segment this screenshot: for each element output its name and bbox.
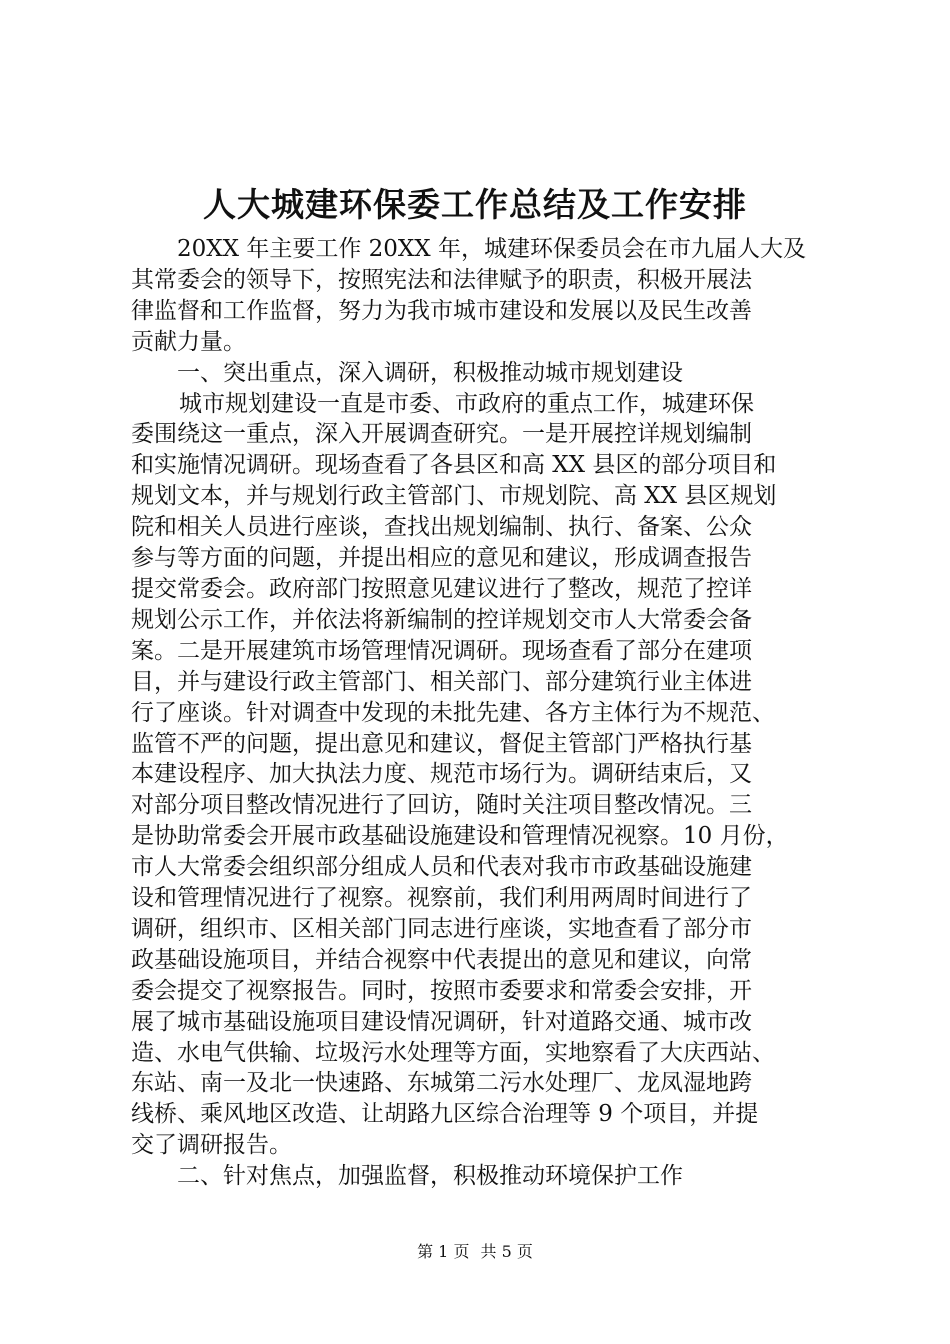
text-line: 设和管理情况进行了视察。视察前，我们利用两周时间进行了 xyxy=(131,885,752,912)
text-line: 展了城市基础设施项目建设情况调研，针对道路交通、城市改 xyxy=(131,1008,752,1035)
text-line: 委会提交了视察报告。同时，按照市委要求和常委会安排，开 xyxy=(131,977,752,1004)
text-line: 一、突出重点，深入调研，积极推动城市规划建设 xyxy=(177,359,683,386)
text-line: 城市规划建设一直是市委、市政府的重点工作，城建环保 xyxy=(179,390,754,417)
text-line: 其常委会的领导下，按照宪法和法律赋予的职责，积极开展法 xyxy=(131,266,752,293)
text-line: 调研，组织市、区相关部门同志进行座谈，实地查看了部分市 xyxy=(131,915,752,942)
text-line: 目，并与建设行政主管部门、相关部门、部分建筑行业主体进 xyxy=(131,668,752,695)
text-line: 政基础设施项目，并结合视察中代表提出的意见和建议，向常 xyxy=(131,946,752,973)
text-line: 是协助常委会开展市政基础设施建设和管理情况视察。10 月份， xyxy=(131,823,789,850)
section-heading-2 xyxy=(131,1161,831,1192)
text-line: 二、针对焦点，加强监督，积极推动环境保护工作 xyxy=(177,1163,683,1190)
document-body xyxy=(131,234,831,1192)
paragraph-section-1 xyxy=(131,389,831,1162)
text-line: 律监督和工作监督，努力为我市城市建设和发展以及民生改善 xyxy=(131,297,752,324)
text-line: 参与等方面的问题，并提出相应的意见和建议，形成调查报告 xyxy=(131,545,752,572)
text-line: 提交常委会。政府部门按照意见建议进行了整改，规范了控详 xyxy=(131,575,752,602)
page-number: 第 1 页 xyxy=(417,1242,470,1261)
text-line: 院和相关人员进行座谈，查找出规划编制、执行、备案、公众 xyxy=(131,514,752,541)
text-line: 贡献力量。 xyxy=(131,328,246,355)
text-line: 规划文本，并与规划行政主管部门、市规划院、高 XX 县区规划 xyxy=(131,483,777,510)
text-line: 行了座谈。针对调查中发现的未批先建、各方主体行为不规范、 xyxy=(131,699,775,726)
text-line: 线桥、乘风地区改造、让胡路九区综合治理等 9 个项目，并提 xyxy=(131,1101,759,1128)
text-line: 规划公示工作，并依法将新编制的控详规划交市人大常委会备 xyxy=(131,606,752,633)
text-line: 交了调研报告。 xyxy=(131,1132,292,1159)
text-line: 20XX 年主要工作 20XX 年，城建环保委员会在市九届人大及 xyxy=(177,236,806,262)
text-line: 监管不严的问题，提出意见和建议，督促主管部门严格执行基 xyxy=(131,730,752,757)
text-line: 本建设程序、加大执法力度、规范市场行为。调研结束后，又 xyxy=(131,761,752,788)
text-line: 和实施情况调研。现场查看了各县区和高 XX 县区的部分项目和 xyxy=(131,452,777,479)
section-heading-1 xyxy=(131,358,831,389)
page-footer xyxy=(0,1240,950,1264)
text-line: 对部分项目整改情况进行了回访，随时关注项目整改情况。三 xyxy=(131,792,752,819)
text-line: 东站、南一及北一快速路、东城第二污水处理厂、龙凤湿地跨 xyxy=(131,1070,752,1097)
text-line: 造、水电气供输、垃圾污水处理等方面，实地察看了大庆西站、 xyxy=(131,1039,775,1066)
document-title: 人大城建环保委工作总结及工作安排 xyxy=(203,185,747,224)
text-line: 市人大常委会组织部分组成人员和代表对我市市政基础设施建 xyxy=(131,854,752,881)
paragraph-intro xyxy=(131,234,831,358)
page-total: 共 5 页 xyxy=(480,1242,533,1261)
text-line: 委围绕这一重点，深入开展调查研究。一是开展控详规划编制 xyxy=(131,421,752,448)
text-line: 案。二是开展建筑市场管理情况调研。现场查看了部分在建项 xyxy=(131,637,752,664)
